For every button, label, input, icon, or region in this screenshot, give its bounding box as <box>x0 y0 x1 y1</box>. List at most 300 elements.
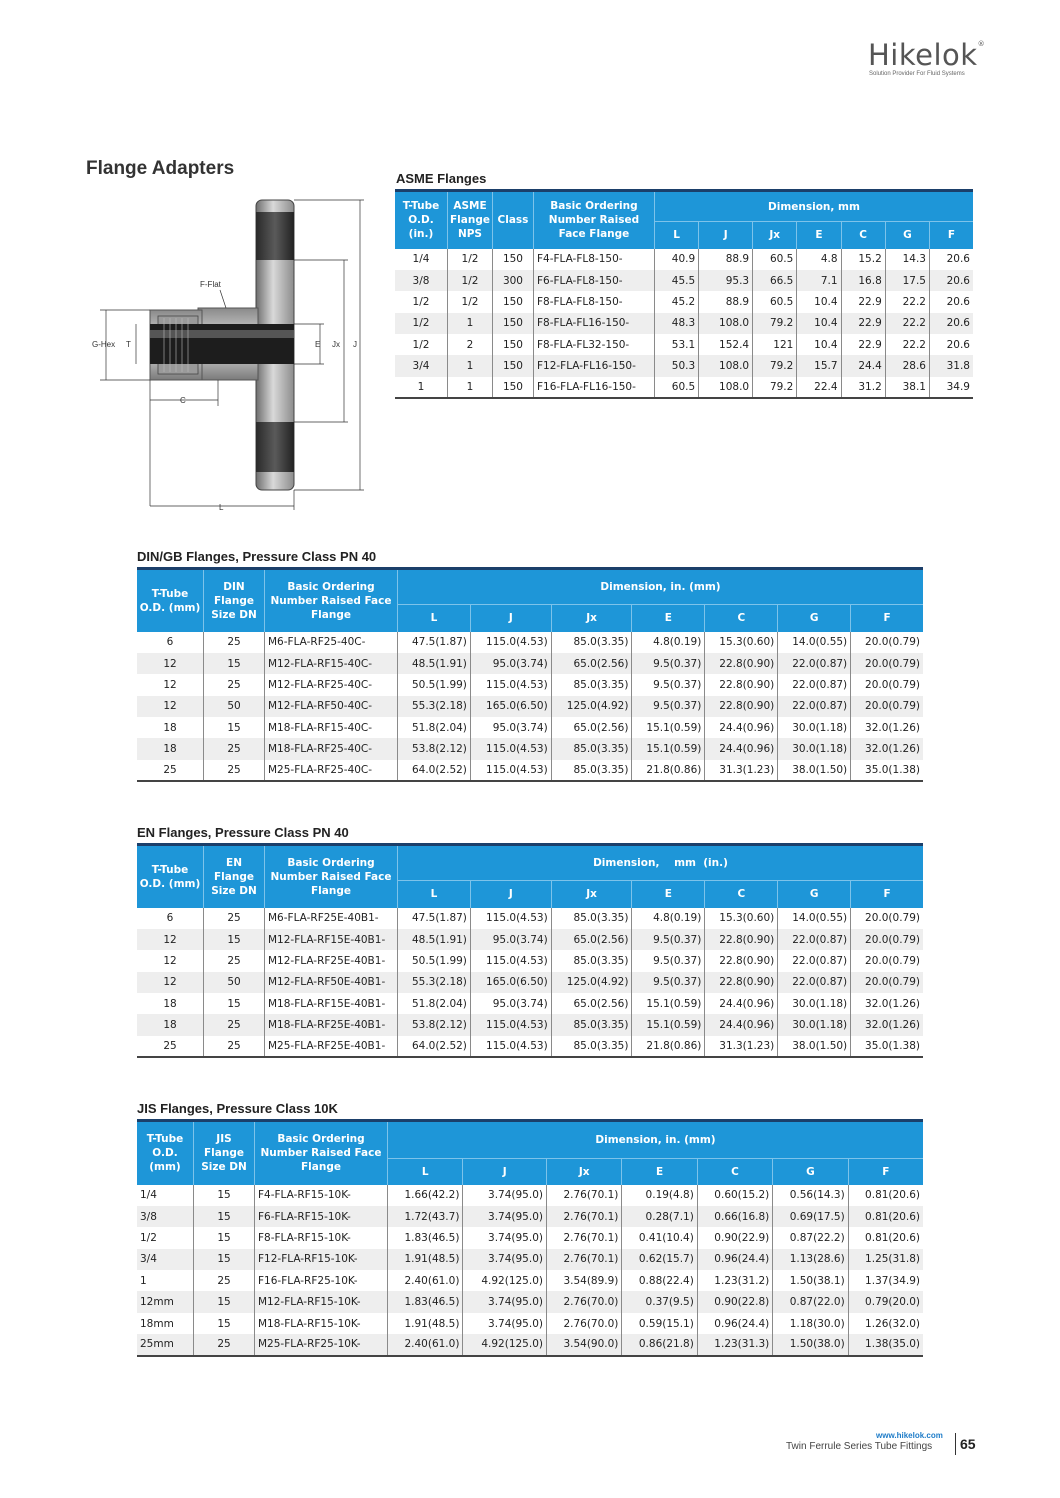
table-cell: 165.0(6.50) <box>470 972 551 993</box>
table-cell: 38.0(1.50) <box>778 760 851 781</box>
table-cell: 0.96(24.4) <box>697 1313 772 1334</box>
table-cell: 85.0(3.35) <box>551 1036 632 1057</box>
table-cell: 25mm <box>137 1334 194 1355</box>
col-dimension: Dimension, in. (mm) <box>398 569 924 605</box>
table-cell: 121 <box>753 334 797 355</box>
col-size: JIS Flange Size DN <box>194 1121 255 1185</box>
table-row <box>137 1249 923 1270</box>
table-cell: 115.0(4.53) <box>470 760 551 781</box>
table-cell: 22.0(0.87) <box>778 929 851 950</box>
table-cell: 21.8(0.86) <box>632 760 705 781</box>
table-cell: 95.0(3.74) <box>470 717 551 738</box>
table-cell: F8-FLA-FL32-150- <box>533 334 654 355</box>
table-cell: 18 <box>137 738 204 759</box>
table-cell: 1.66(42.2) <box>388 1185 463 1206</box>
table-cell: 0.81(20.6) <box>865 1231 920 1244</box>
table-cell: 32.0(1.26) <box>865 997 920 1010</box>
table-cell: M6-FLA-RF25-40C- <box>265 632 398 653</box>
col-l: L <box>398 881 471 908</box>
table-cell: 31.3(1.23) <box>705 1036 778 1057</box>
table-cell: 55.3(2.18) <box>398 972 471 993</box>
label-j: J <box>353 340 357 349</box>
table-cell: 15.1(0.59) <box>632 717 705 738</box>
table-cell: 22.8(0.90) <box>705 674 778 695</box>
table-cell: 150 <box>492 355 533 376</box>
col-j: J <box>470 881 551 908</box>
table-cell: F6-FLA-FL8-150- <box>533 270 654 291</box>
table-row <box>137 1206 923 1227</box>
table-cell: 22.2 <box>885 313 929 334</box>
table-cell: 2 <box>448 334 493 355</box>
table-cell: F12-FLA-FL16-150- <box>533 355 654 376</box>
table-cell: 20.6 <box>946 295 970 308</box>
table-cell: M18-FLA-RF25-40C- <box>265 738 398 759</box>
table-cell: 48.5(1.91) <box>398 929 471 950</box>
table-cell: 88.9 <box>699 249 753 270</box>
table-row <box>137 929 923 950</box>
table-cell: 20.0(0.79) <box>865 954 920 967</box>
col-jx: Jx <box>551 881 632 908</box>
table-cell: 9.5(0.37) <box>632 696 705 717</box>
table-cell: 15 <box>194 1291 255 1312</box>
table-row <box>137 674 923 695</box>
table-cell: 18 <box>137 993 204 1014</box>
table-cell: 0.56(14.3) <box>773 1185 848 1206</box>
col-c: C <box>705 605 778 632</box>
table-cell: 6 <box>137 908 204 929</box>
table-cell: 9.5(0.37) <box>632 674 705 695</box>
table-cell: 85.0(3.35) <box>551 1014 632 1035</box>
col-l: L <box>654 222 698 249</box>
table-cell: 152.4 <box>699 334 753 355</box>
footer-url[interactable]: www.hikelok.com <box>876 1431 943 1440</box>
table-cell: 85.0(3.35) <box>551 738 632 759</box>
table-cell: 79.2 <box>753 313 797 334</box>
table-cell: 15 <box>204 929 265 950</box>
table-cell: 31.3(1.23) <box>705 760 778 781</box>
table-row <box>395 313 973 334</box>
table-cell: 95.0(3.74) <box>470 929 551 950</box>
page-number: 65 <box>960 1436 976 1452</box>
table-cell: 95.3 <box>699 270 753 291</box>
table-cell: 2.76(70.0) <box>546 1313 621 1334</box>
table-cell: M12-FLA-RF15-10K- <box>255 1291 388 1312</box>
col-f: F <box>851 605 923 632</box>
table-cell: 30.0(1.18) <box>778 993 851 1014</box>
table-cell: 14.0(0.55) <box>778 908 851 929</box>
table-cell: 53.1 <box>654 334 698 355</box>
table-cell: 25 <box>204 632 265 653</box>
table-cell: 0.37(9.5) <box>622 1291 697 1312</box>
brand-logo: Hikelok® <box>868 38 986 72</box>
table-cell: M25-FLA-RF25E-40B1- <box>265 1036 398 1057</box>
table-cell: 18 <box>137 717 204 738</box>
table-cell: 1.83(46.5) <box>388 1227 463 1248</box>
table-cell: 85.0(3.35) <box>551 908 632 929</box>
table-cell: 3.74(95.0) <box>463 1249 547 1270</box>
table-cell: 79.2 <box>753 355 797 376</box>
table-cell: 4.8 <box>797 249 841 270</box>
table-cell: 34.9 <box>929 377 973 398</box>
table-cell: 4.92(125.0) <box>463 1334 547 1355</box>
table-cell: 125.0(4.92) <box>551 696 632 717</box>
table-cell: 12 <box>137 696 204 717</box>
table-cell: F6-FLA-RF15-10K- <box>255 1206 388 1227</box>
col-e: E <box>632 605 705 632</box>
col-e: E <box>632 881 705 908</box>
table-row <box>137 632 923 653</box>
col-g: G <box>778 881 851 908</box>
table-cell: 115.0(4.53) <box>470 908 551 929</box>
table-cell: M12-FLA-RF15-40C- <box>265 653 398 674</box>
table-cell: 50.5(1.99) <box>398 950 471 971</box>
table-cell: 15.1(0.59) <box>632 1014 705 1035</box>
table-cell: 1.13(28.6) <box>773 1249 848 1270</box>
table-row <box>395 355 973 376</box>
table-cell: 25 <box>204 760 265 781</box>
table-cell: 79.2 <box>753 377 797 398</box>
table-cell: 15 <box>204 653 265 674</box>
table-cell: 115.0(4.53) <box>470 1014 551 1035</box>
label-e: E <box>315 340 321 349</box>
table-cell: 2.76(70.1) <box>546 1227 621 1248</box>
table-cell: 0.19(4.8) <box>622 1185 697 1206</box>
table-cell: 0.66(16.8) <box>697 1206 772 1227</box>
table-cell: 25 <box>194 1334 255 1355</box>
table-cell: 85.0(3.35) <box>551 950 632 971</box>
table-cell: 50 <box>204 972 265 993</box>
table-cell: 1.23(31.3) <box>697 1334 772 1355</box>
table-cell: 1 <box>448 355 493 376</box>
table-cell: 24.4(0.96) <box>705 993 778 1014</box>
table-cell: 20.0(0.79) <box>865 912 920 925</box>
table-cell: 150 <box>492 313 533 334</box>
table-cell: 3.74(95.0) <box>463 1313 547 1334</box>
table-cell: 108.0 <box>699 313 753 334</box>
din-title: DIN/GB Flanges, Pressure Class PN 40 <box>137 549 377 564</box>
col-tube: T-Tube O.D. (mm) <box>137 845 204 908</box>
table-cell: 10.4 <box>797 334 841 355</box>
table-cell: 65.0(2.56) <box>551 929 632 950</box>
table-cell: 22.4 <box>797 377 841 398</box>
table-cell: 12 <box>137 674 204 695</box>
table-cell: 12 <box>137 929 204 950</box>
table-row <box>137 1291 923 1312</box>
table-cell: 22.8(0.90) <box>705 696 778 717</box>
table-cell: 115.0(4.53) <box>470 632 551 653</box>
table-cell: 16.8 <box>841 270 885 291</box>
table-cell: 15.7 <box>797 355 841 376</box>
table-cell: 0.90(22.8) <box>697 1291 772 1312</box>
table-cell: 64.0(2.52) <box>398 1036 471 1057</box>
table-cell: 3/4 <box>395 355 448 376</box>
en-table <box>137 843 923 1058</box>
en-title: EN Flanges, Pressure Class PN 40 <box>137 825 349 840</box>
table-cell: 1/4 <box>137 1185 194 1206</box>
table-cell: 85.0(3.35) <box>551 674 632 695</box>
col-class: Class <box>492 191 533 249</box>
label-g-hex: G-Hex <box>92 340 116 349</box>
table-cell: 6 <box>137 632 204 653</box>
table-cell: 25 <box>137 760 204 781</box>
table-cell: F8-FLA-FL16-150- <box>533 313 654 334</box>
col-dimension: Dimension, in. (mm) <box>388 1121 924 1159</box>
table-cell: M12-FLA-RF15E-40B1- <box>265 929 398 950</box>
col-order: Basic Ordering Number Raised Face Flange <box>255 1121 388 1185</box>
col-c: C <box>705 881 778 908</box>
table-cell: 20.0(0.79) <box>851 972 923 993</box>
table-cell: M25-FLA-RF25-10K- <box>255 1334 388 1355</box>
table-cell: M18-FLA-RF15E-40B1- <box>265 993 398 1014</box>
col-jx: Jx <box>551 605 632 632</box>
table-row <box>137 1014 923 1035</box>
flange-adapter-diagram <box>88 190 378 520</box>
table-cell: 22.2 <box>885 334 929 355</box>
col-l: L <box>388 1159 463 1185</box>
table-cell: 15 <box>194 1185 255 1206</box>
table-cell: 20.0(0.79) <box>851 929 923 950</box>
table-cell: 0.96(24.4) <box>697 1249 772 1270</box>
table-cell: 14.0(0.55) <box>778 632 851 653</box>
table-cell: 65.0(2.56) <box>551 653 632 674</box>
table-cell: 108.0 <box>699 355 753 376</box>
table-cell: 3.74(95.0) <box>463 1227 547 1248</box>
table-cell: 1.50(38.1) <box>773 1270 848 1291</box>
table-cell: M12-FLA-RF25-40C- <box>265 674 398 695</box>
table-row <box>137 993 923 1014</box>
table-cell: 20.0(0.79) <box>851 653 923 674</box>
table-cell: 15 <box>194 1249 255 1270</box>
table-cell: 22.0(0.87) <box>778 653 851 674</box>
table-cell: 15 <box>204 993 265 1014</box>
table-cell: 1 <box>137 1270 194 1291</box>
table-cell: 1/2 <box>448 249 493 270</box>
table-cell: 22.0(0.87) <box>778 972 851 993</box>
col-e: E <box>797 222 841 249</box>
table-cell: 7.1 <box>797 270 841 291</box>
col-f: F <box>848 1159 923 1185</box>
table-cell: 65.0(2.56) <box>551 717 632 738</box>
table-cell: 35.0(1.38) <box>851 1036 923 1057</box>
col-jx: Jx <box>753 222 797 249</box>
table-cell: 20.6 <box>929 270 973 291</box>
table-cell: 2.76(70.1) <box>546 1206 621 1227</box>
table-cell: 45.2 <box>654 291 698 312</box>
table-cell: 0.81(20.6) <box>865 1189 920 1202</box>
table-cell: 0.86(21.8) <box>622 1334 697 1355</box>
table-cell: 25 <box>204 950 265 971</box>
table-cell: 10.4 <box>797 291 841 312</box>
table-cell: 88.9 <box>699 291 753 312</box>
col-order: Basic Ordering Number Raised Face Flange <box>265 845 398 908</box>
table-cell: 25 <box>137 1036 204 1057</box>
table-cell: 50.3 <box>654 355 698 376</box>
table-row <box>137 717 923 738</box>
table-cell: M6-FLA-RF25E-40B1- <box>265 908 398 929</box>
table-cell: 24.4(0.96) <box>705 1014 778 1035</box>
table-cell: 22.8(0.90) <box>705 972 778 993</box>
table-cell: 0.81(20.6) <box>848 1206 923 1227</box>
table-cell: 20.6 <box>946 338 970 351</box>
col-dimension: Dimension, mm <box>654 191 973 222</box>
table-cell: 0.87(22.2) <box>773 1227 848 1248</box>
table-cell: 22.0(0.87) <box>778 950 851 971</box>
col-tube: T-Tube O.D. (mm) <box>137 569 204 632</box>
table-cell: 1.91(48.5) <box>388 1313 463 1334</box>
col-jx: Jx <box>546 1159 621 1185</box>
jis-table <box>137 1119 923 1357</box>
table-cell: 2.40(61.0) <box>388 1334 463 1355</box>
table-cell: 10.4 <box>797 313 841 334</box>
table-cell: M12-FLA-RF50E-40B1- <box>265 972 398 993</box>
table-cell: 115.0(4.53) <box>470 674 551 695</box>
col-l: L <box>398 605 471 632</box>
table-cell: 20.0(0.79) <box>865 636 920 649</box>
table-cell: 300 <box>492 270 533 291</box>
table-cell: 3.74(95.0) <box>463 1206 547 1227</box>
table-cell: 3.54(90.0) <box>546 1334 621 1355</box>
col-size: EN Flange Size DN <box>204 845 265 908</box>
table-cell: 1.72(43.7) <box>388 1206 463 1227</box>
table-cell: M18-FLA-RF15-10K- <box>255 1313 388 1334</box>
col-g: G <box>773 1159 848 1185</box>
table-cell: 0.41(10.4) <box>622 1227 697 1248</box>
table-cell: 15 <box>194 1206 255 1227</box>
label-l: L <box>219 503 224 512</box>
table-cell: 0.60(15.2) <box>697 1185 772 1206</box>
table-row <box>137 1227 923 1248</box>
table-cell: M12-FLA-RF50-40C- <box>265 696 398 717</box>
table-cell: 15.3(0.60) <box>705 908 778 929</box>
col-tube: T-Tube O.D. (in.) <box>395 191 448 249</box>
label-c: C <box>180 396 186 405</box>
table-cell: 28.6 <box>885 355 929 376</box>
table-cell: 15 <box>204 717 265 738</box>
table-cell: 1/2 <box>395 291 448 312</box>
table-cell: 1.91(48.5) <box>388 1249 463 1270</box>
table-cell: 25 <box>204 738 265 759</box>
table-cell: 165.0(6.50) <box>470 696 551 717</box>
label-jx: Jx <box>332 340 340 349</box>
table-cell: 0.69(17.5) <box>773 1206 848 1227</box>
col-order: Basic Ordering Number Raised Face Flange <box>265 569 398 632</box>
table-cell: 51.8(2.04) <box>398 717 471 738</box>
table-cell: 22.2 <box>885 291 929 312</box>
table-cell: 45.5 <box>654 270 698 291</box>
col-c: C <box>697 1159 772 1185</box>
table-cell: 22.0(0.87) <box>778 696 851 717</box>
table-cell: 150 <box>492 334 533 355</box>
table-cell: 3/4 <box>137 1249 194 1270</box>
table-cell: 1.18(30.0) <box>773 1313 848 1334</box>
table-cell: F8-FLA-FL8-150- <box>533 291 654 312</box>
table-cell: 15 <box>194 1227 255 1248</box>
table-cell: 60.5 <box>753 291 797 312</box>
table-row <box>137 950 923 971</box>
table-row <box>395 291 973 312</box>
table-cell: 50 <box>204 696 265 717</box>
table-row <box>137 1334 923 1355</box>
table-cell: 1/2 <box>395 313 448 334</box>
table-cell: 22.9 <box>841 313 885 334</box>
table-cell: 1.25(31.8) <box>848 1249 923 1270</box>
table-cell: 9.5(0.37) <box>632 950 705 971</box>
table-cell: 108.0 <box>699 377 753 398</box>
table-cell: M12-FLA-RF25E-40B1- <box>265 950 398 971</box>
col-order: Basic Ordering Number Raised Face Flange <box>533 191 654 249</box>
table-cell: M18-FLA-RF15-40C- <box>265 717 398 738</box>
table-cell: 38.1 <box>885 377 929 398</box>
table-cell: 9.5(0.37) <box>632 653 705 674</box>
table-cell: 25 <box>204 674 265 695</box>
table-cell: 30.0(1.18) <box>778 738 851 759</box>
table-row <box>137 738 923 759</box>
din-table <box>137 567 923 782</box>
col-tube: T-Tube O.D. (mm) <box>137 1121 194 1185</box>
table-cell: 115.0(4.53) <box>470 1036 551 1057</box>
col-c: C <box>841 222 885 249</box>
table-cell: 32.0(1.26) <box>851 1014 923 1035</box>
table-cell: 1.26(32.0) <box>865 1317 920 1330</box>
table-cell: 1.37(34.9) <box>865 1274 920 1287</box>
table-cell: 14.3 <box>885 249 929 270</box>
footer-divider <box>955 1433 956 1455</box>
table-cell: 2.76(70.0) <box>546 1291 621 1312</box>
table-cell: 3.54(89.9) <box>546 1270 621 1291</box>
table-cell: 85.0(3.35) <box>551 632 632 653</box>
table-row <box>137 1270 923 1291</box>
col-j: J <box>463 1159 547 1185</box>
table-row <box>137 1185 923 1206</box>
table-cell: 20.6 <box>946 253 970 266</box>
table-cell: 1/2 <box>395 334 448 355</box>
table-cell: 48.5(1.91) <box>398 653 471 674</box>
table-cell: 40.9 <box>654 249 698 270</box>
col-j: J <box>699 222 753 249</box>
table-cell: 15.1(0.59) <box>632 738 705 759</box>
table-cell: 115.0(4.53) <box>470 950 551 971</box>
table-cell: 115.0(4.53) <box>470 738 551 759</box>
table-cell: 15 <box>194 1313 255 1334</box>
table-cell: 22.9 <box>841 291 885 312</box>
table-cell: 4.8(0.19) <box>632 632 705 653</box>
table-cell: 9.5(0.37) <box>632 972 705 993</box>
table-cell: 1/2 <box>448 291 493 312</box>
table-cell: 31.2 <box>841 377 885 398</box>
table-row <box>137 653 923 674</box>
label-t: T <box>126 340 131 349</box>
table-cell: 2.76(70.1) <box>546 1249 621 1270</box>
col-size: DIN Flange Size DN <box>204 569 265 632</box>
table-cell: 12 <box>137 653 204 674</box>
table-cell: 1.50(38.0) <box>773 1334 848 1355</box>
table-cell: 4.8(0.19) <box>632 908 705 929</box>
table-cell: 95.0(3.74) <box>470 653 551 674</box>
table-cell: 22.0(0.87) <box>778 674 851 695</box>
table-cell: 66.5 <box>753 270 797 291</box>
table-cell: 24.4 <box>841 355 885 376</box>
table-cell: 1 <box>448 313 493 334</box>
table-cell: 12 <box>137 950 204 971</box>
table-cell: 2.40(61.0) <box>388 1270 463 1291</box>
table-cell: F4-FLA-RF15-10K- <box>255 1185 388 1206</box>
table-cell: 24.4(0.96) <box>705 717 778 738</box>
table-row <box>137 1036 923 1057</box>
table-cell: 20.6 <box>929 313 973 334</box>
table-cell: 22.8(0.90) <box>705 653 778 674</box>
table-cell: 1/2 <box>448 270 493 291</box>
table-cell: 3/8 <box>137 1206 194 1227</box>
